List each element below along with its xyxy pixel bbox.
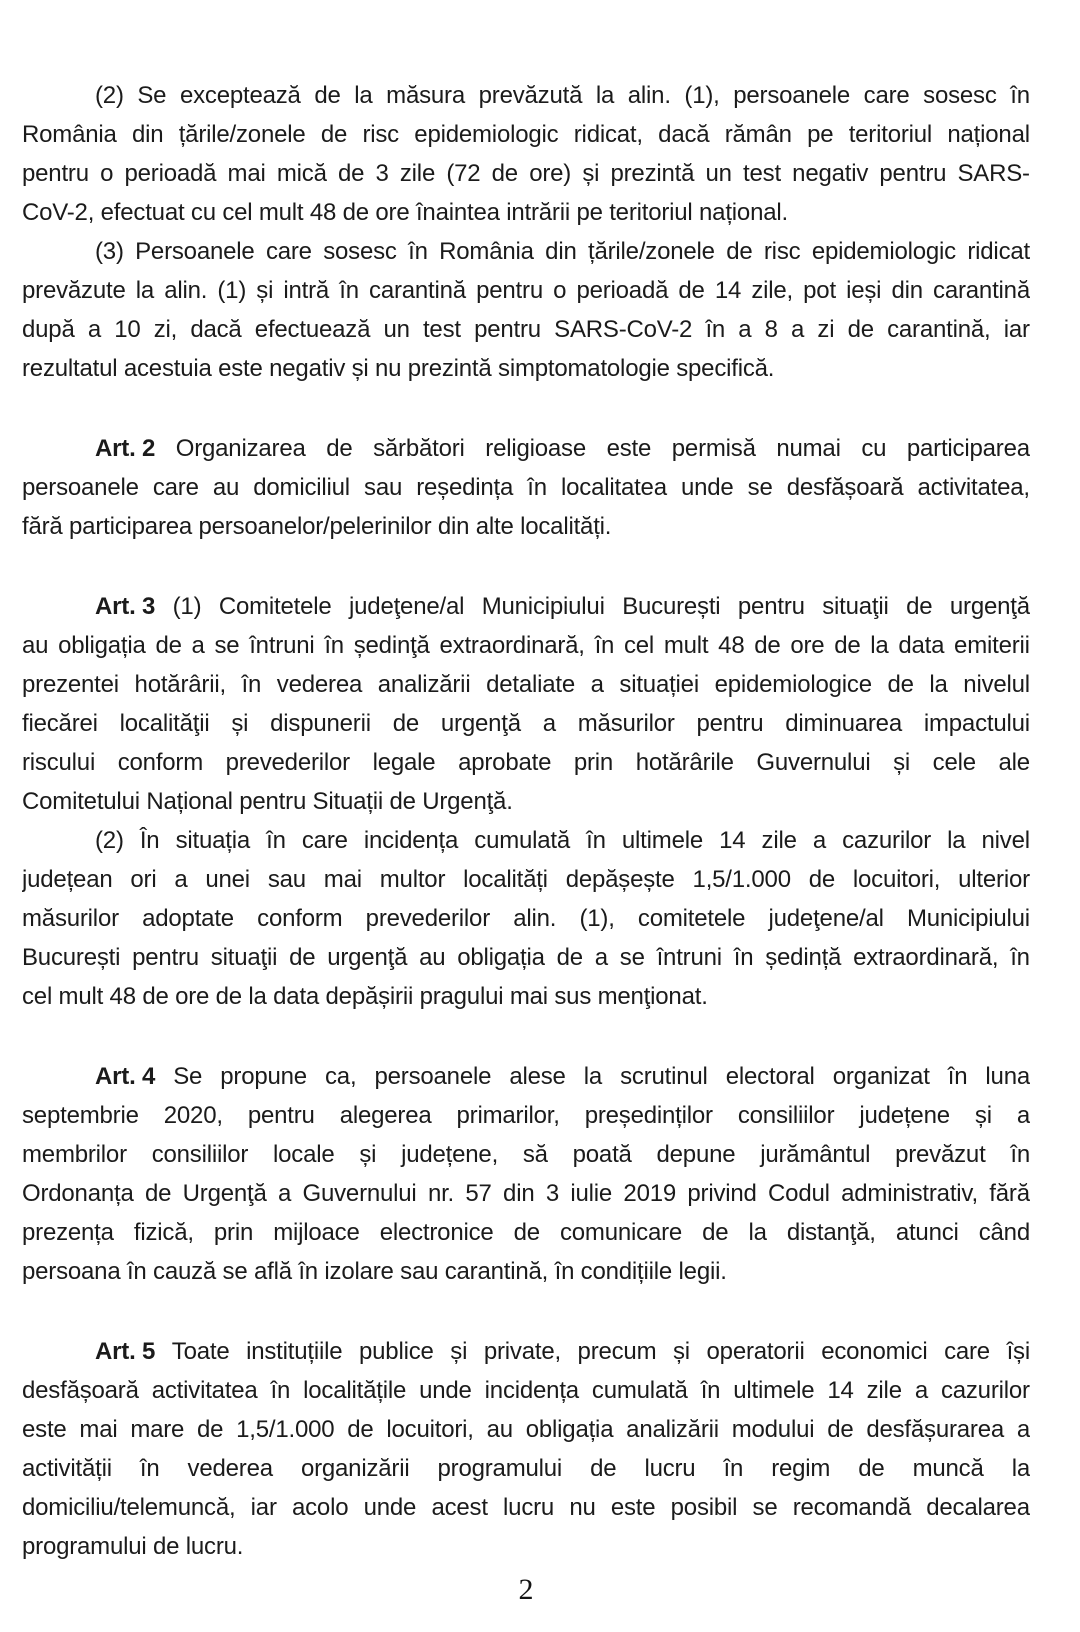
text-line: (2) În situația în care incidența cumulată în ultimele 14 zile a cazurilor la nivel [95, 827, 1030, 854]
text-line: activității în vederea organizării programului de lucru în regim de muncă la [22, 1455, 1030, 1482]
text-line: este mai mare de 1,5/1.000 de locuitori, au obligația analizării modului de desfășurarea a [22, 1416, 1030, 1443]
text-line: septembrie 2020, pentru alegerea primarilor, președinților consiliilor județene și a [22, 1102, 1030, 1129]
text-line: persoanele care au domiciliul sau reședința în localitatea unde se desfășoară activitatea, [22, 474, 1030, 501]
text-line: București pentru situaţii de urgenţă au obligația de a se întruni în ședință extraordinară, în [22, 944, 1030, 971]
text-line: prezentei hotărârii, în vederea analizării detaliate a situației epidemiologice de la nivelul [22, 671, 1030, 698]
article-label: Art. 4 [95, 1063, 156, 1090]
text-line: CoV-2, efectuat cu cel mult 48 de ore înaintea intrării pe teritoriul național. [22, 199, 788, 226]
paragraph [22, 1057, 1030, 1291]
text-line: cel mult 48 de ore de la data depășirii pragului mai sus menţionat. [22, 983, 708, 1010]
text-line: Ordonanța de Urgenţă a Guvernului nr. 57 din 3 iulie 2019 privind Codul administrativ, fără [22, 1180, 1030, 1207]
text-line: membrilor consiliilor locale și județene, să poată depune jurământul prevăzut în [22, 1141, 1030, 1168]
text-line: pentru o perioadă mai mică de 3 zile (72 de ore) și prezintă un test negativ pentru SARS- [22, 160, 1030, 187]
text-line: persoana în cauză se află în izolare sau carantină, în condițiile legii. [22, 1258, 727, 1285]
text-line: fără participarea persoanelor/pelerinilor din alte localități. [22, 513, 612, 540]
text-line: prevăzute la alin. (1) și intră în carantină pentru o perioadă de 14 zile, pot ieși din carantină [22, 277, 1030, 304]
text-line: au obligația de a se întruni în ședinţă extraordinară, în cel mult 48 de ore de la data emiterii [22, 632, 1030, 659]
text-line: prezența fizică, prin mijloace electronice de comunicare de la distanţă, atunci când [22, 1219, 1030, 1246]
paragraph [22, 76, 1030, 232]
text-line: după a 10 zi, dacă efectuează un test pentru SARS-CoV-2 în a 8 a zi de carantină, iar [22, 316, 1030, 343]
text-line: România din țările/zonele de risc epidemiologic ridicat, dacă rămân pe teritoriul național [22, 121, 1030, 148]
text-line: domiciliu/telemuncă, iar acolo unde acest lucru nu este posibil se recomandă decalarea [22, 1494, 1030, 1521]
text-line: Art. 2 Organizarea de sărbători religioase este permisă numai cu participarea [22, 429, 1030, 468]
text-line: (2) Se exceptează de la măsura prevăzută la alin. (1), persoanele care sosesc în [95, 82, 1030, 109]
text-line: rezultatul acestuia este negativ și nu prezintă simptomatologie specifică. [22, 355, 775, 382]
text-line: județean ori a unei sau mai multor localități depășește 1,5/1.000 de locuitori, ulterior [22, 866, 1030, 893]
text-line: Art. 4 Se propune ca, persoanele alese la scrutinul electoral organizat în luna [22, 1057, 1030, 1096]
text-line: desfășoară activitatea în localitățile unde incidența cumulată în ultimele 14 zile a cazurilor [22, 1377, 1030, 1404]
paragraph [22, 429, 1030, 546]
paragraph [22, 1332, 1030, 1566]
article-label: Art. 3 [95, 593, 156, 620]
article-label: Art. 2 [95, 435, 156, 462]
text-line: (3) Persoanele care sosesc în România din țările/zonele de risc epidemiologic ridicat [95, 238, 1030, 265]
page-number: 2 [518, 1573, 534, 1606]
text-line: programului de lucru. [22, 1533, 244, 1560]
text-line: măsurilor adoptate conform prevederilor alin. (1), comitetele judeţene/al Municipiului [22, 905, 1030, 932]
text-line: Comitetului Național pentru Situații de Urgenţă. [22, 788, 513, 815]
text-line: fiecărei localităţii și dispunerii de urgenţă a măsurilor pentru diminuarea impactului [22, 710, 1030, 737]
text-line: Art. 5 Toate instituțiile publice și private, precum și operatorii economici care își [22, 1332, 1030, 1371]
text-line: Art. 3 (1) Comitetele judeţene/al Municipiului București pentru situaţii de urgenţă [22, 587, 1030, 626]
article-label: Art. 5 [95, 1338, 156, 1365]
paragraph [22, 232, 1030, 388]
paragraph [22, 587, 1030, 821]
document-body [22, 76, 1030, 1566]
text-line: riscului conform prevederilor legale aprobate prin hotărârile Guvernului și cele ale [22, 749, 1030, 776]
paragraph [22, 821, 1030, 1016]
